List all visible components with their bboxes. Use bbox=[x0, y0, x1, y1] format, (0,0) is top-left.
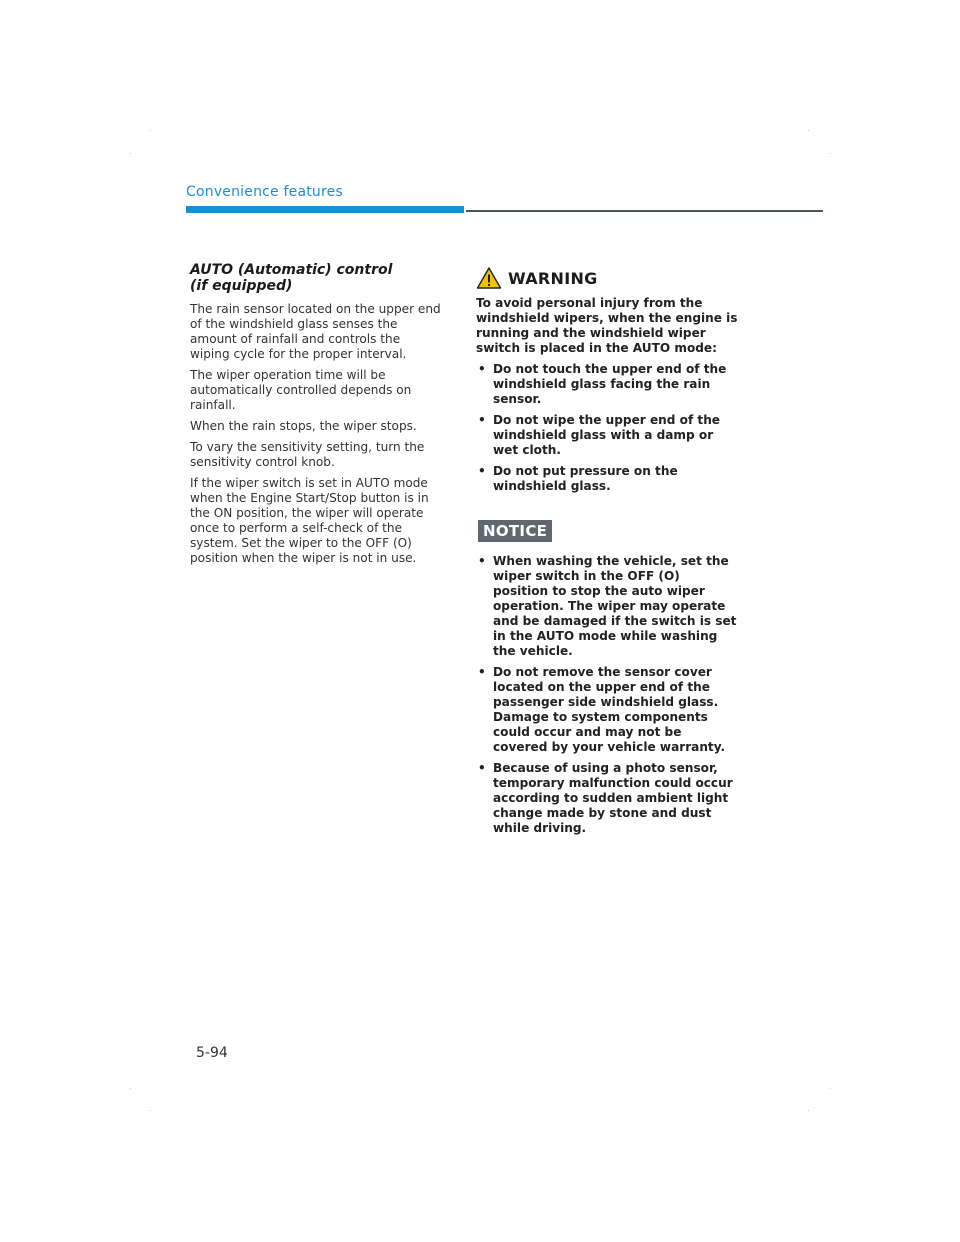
warning-bullet-text: Do not wipe the upper end of the windshield glass with a damp or wet cloth. bbox=[493, 413, 721, 457]
right-column bbox=[476, 266, 738, 842]
body-paragraph: The rain sensor located on the upper end of the windshield glass senses the amount of rainfall and controls the wiping cycle for the proper interval. bbox=[190, 302, 441, 361]
header-accent-bar bbox=[186, 206, 464, 213]
list-item bbox=[476, 464, 738, 494]
list-item bbox=[476, 761, 738, 836]
crop-mark bbox=[808, 1110, 809, 1111]
crop-mark bbox=[808, 130, 809, 131]
heading-line-2: (if equipped) bbox=[190, 278, 293, 294]
bullet-glyph: • bbox=[478, 464, 486, 478]
notice-bullet-text: When washing the vehicle, set the wiper switch in the OFF (O) position to stop the auto wiper operation. The wiper may operate and be damaged if the switch is set in the AUTO mode while washing the vehicle. bbox=[493, 554, 737, 658]
bullet-glyph: • bbox=[478, 554, 486, 568]
notice-badge: NOTICE bbox=[478, 520, 552, 542]
bullet-glyph: • bbox=[478, 362, 486, 376]
list-item bbox=[476, 554, 738, 659]
body-paragraph: If the wiper switch is set in AUTO mode when the Engine Start/Stop button is in the ON position, the wiper will operate once to perform a self-check of the system. Set the wiper to the OFF (O) position when the wiper is not in use. bbox=[190, 476, 429, 565]
bullet-glyph: • bbox=[478, 761, 486, 775]
crop-mark bbox=[150, 130, 151, 131]
list-item bbox=[476, 362, 738, 407]
list-item bbox=[476, 413, 738, 458]
warning-title: WARNING bbox=[508, 268, 598, 288]
crop-mark bbox=[150, 1110, 151, 1111]
warning-intro: To avoid personal injury from the windshield wipers, when the engine is running and the windshield wiper switch is placed in the AUTO mode: bbox=[476, 296, 738, 355]
notice-bullet-text: Do not remove the sensor cover located on the upper end of the passenger side windshield glass. Damage to system components could occur and may not be covered by your vehicle warranty. bbox=[493, 665, 726, 754]
notice-list bbox=[476, 554, 738, 836]
section-heading bbox=[190, 262, 442, 294]
crop-mark bbox=[830, 153, 831, 154]
body-paragraph: The wiper operation time will be automatically controlled depends on rainfall. bbox=[190, 368, 412, 412]
header-rule bbox=[466, 210, 823, 212]
bullet-glyph: • bbox=[478, 665, 486, 679]
heading-line-1: AUTO (Automatic) control bbox=[190, 262, 393, 278]
section-title: Convenience features bbox=[186, 184, 343, 200]
list-item bbox=[476, 665, 738, 755]
left-column bbox=[190, 262, 442, 572]
warning-header bbox=[476, 266, 738, 290]
notice-bullet-text: Because of using a photo sensor, temporary malfunction could occur according to sudden ambient light change made by stone and dust while driving. bbox=[493, 761, 733, 835]
warning-bullet-text: Do not put pressure on the windshield glass. bbox=[493, 464, 678, 493]
crop-mark bbox=[830, 1088, 831, 1089]
crop-mark bbox=[130, 153, 131, 154]
body-paragraph: When the rain stops, the wiper stops. bbox=[190, 419, 417, 433]
warning-list bbox=[476, 362, 738, 494]
page-number: 5-94 bbox=[196, 1045, 228, 1061]
body-paragraph: To vary the sensitivity setting, turn the sensitivity control knob. bbox=[190, 440, 425, 469]
warning-bullet-text: Do not touch the upper end of the windshield glass facing the rain sensor. bbox=[493, 362, 727, 406]
crop-mark bbox=[130, 1088, 131, 1089]
warning-triangle-icon bbox=[476, 266, 502, 290]
bullet-glyph: • bbox=[478, 413, 486, 427]
